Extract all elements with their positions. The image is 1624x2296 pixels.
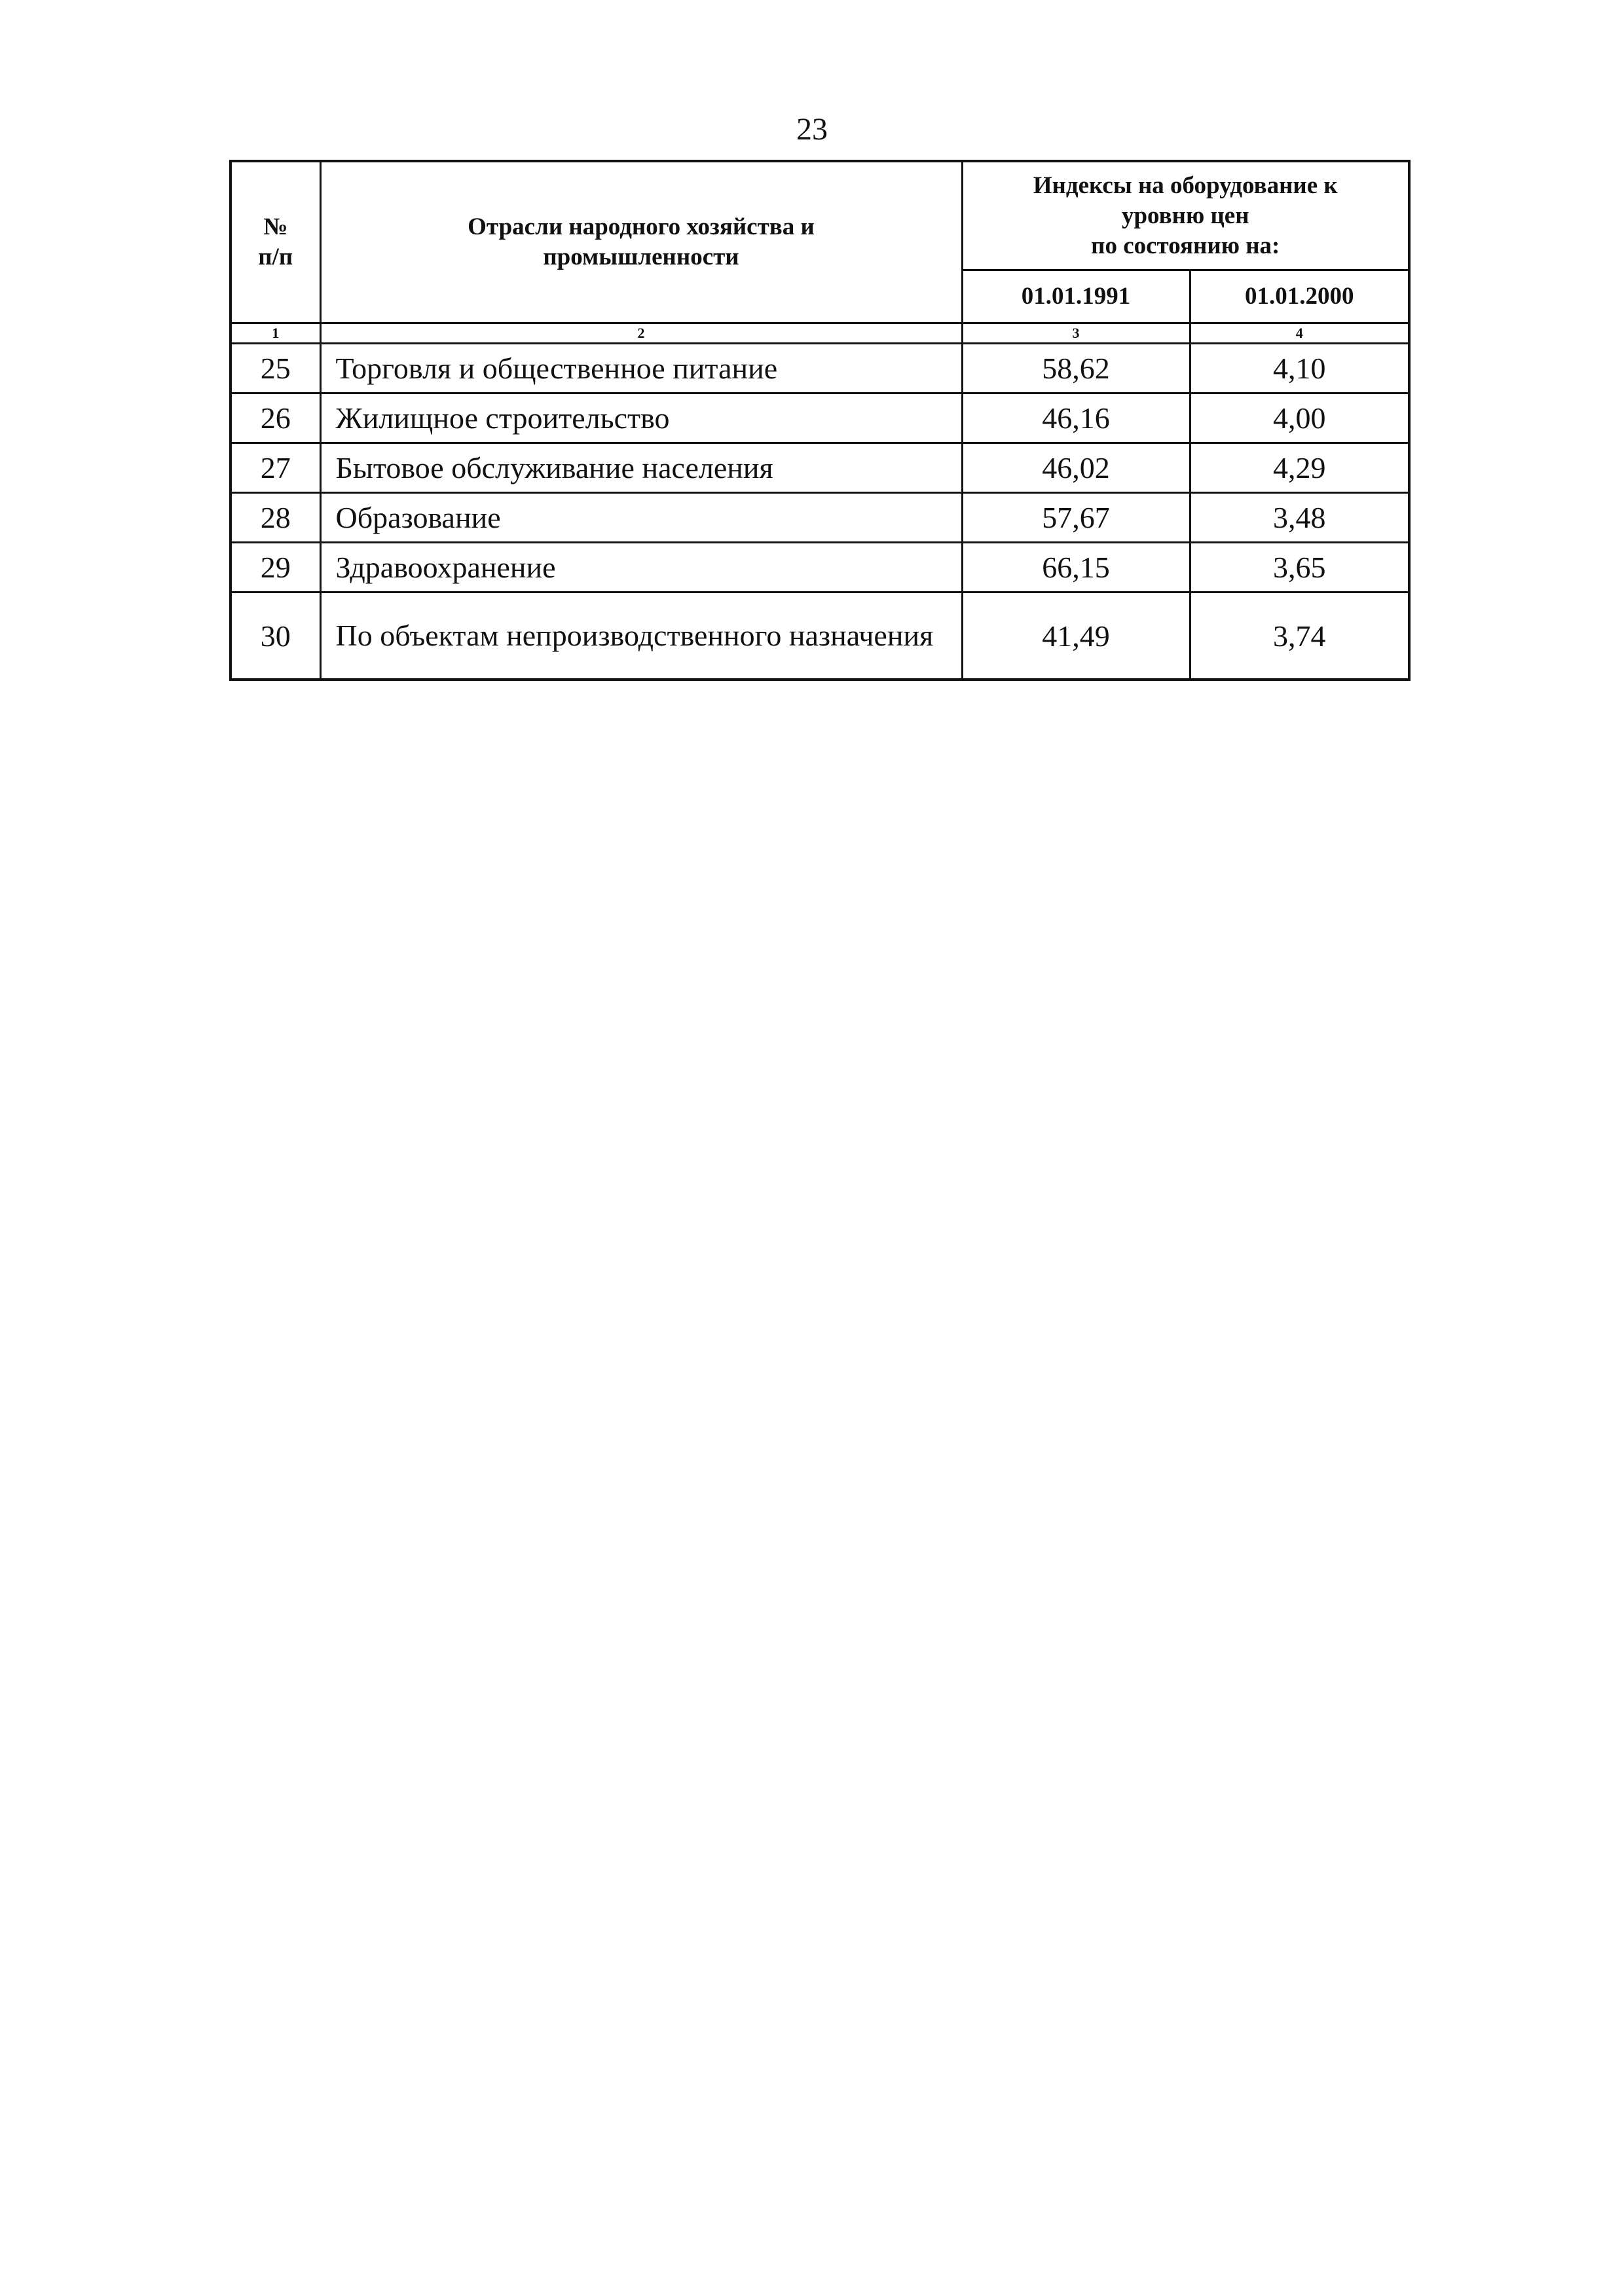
row-industry-name: По объектам непроизводственного назначения — [320, 592, 962, 680]
header-date-1991: 01.01.1991 — [962, 270, 1190, 323]
index-table — [229, 160, 1411, 681]
row-industry-name: Жилищное строительство — [320, 393, 962, 443]
header-col-indices-line3: по состоянию на: — [1091, 232, 1280, 259]
row-industry-name: Здравоохранение — [320, 543, 962, 592]
row-index-1991: 58,62 — [962, 344, 1190, 393]
table-row — [231, 393, 1409, 443]
row-number: 25 — [231, 344, 320, 393]
header-col-indices — [962, 161, 1409, 270]
header-col-indices-line2: уровню цен — [1121, 202, 1249, 229]
row-index-2000: 4,29 — [1190, 443, 1409, 493]
header-col-no-line1: № — [263, 213, 288, 240]
column-number-row — [231, 323, 1409, 344]
row-index-2000: 4,00 — [1190, 393, 1409, 443]
row-index-1991: 46,16 — [962, 393, 1190, 443]
column-number-4: 4 — [1190, 323, 1409, 344]
row-number: 28 — [231, 493, 320, 543]
row-number: 30 — [231, 592, 320, 680]
row-index-1991: 41,49 — [962, 592, 1190, 680]
row-index-2000: 3,65 — [1190, 543, 1409, 592]
row-number: 26 — [231, 393, 320, 443]
column-number-3: 3 — [962, 323, 1190, 344]
row-index-1991: 57,67 — [962, 493, 1190, 543]
column-number-2: 2 — [320, 323, 962, 344]
header-col-industry — [320, 161, 962, 323]
row-number: 29 — [231, 543, 320, 592]
header-col-industry-line1: Отрасли народного хозяйства и — [468, 213, 815, 240]
row-industry-name: Бытовое обслуживание населения — [320, 443, 962, 493]
row-industry-name: Образование — [320, 493, 962, 543]
row-index-2000: 3,74 — [1190, 592, 1409, 680]
table-row — [231, 443, 1409, 493]
header-col-no-line2: п/п — [258, 244, 293, 270]
row-industry-name: Торговля и общественное питание — [320, 344, 962, 393]
column-number-1: 1 — [231, 323, 320, 344]
table-row — [231, 592, 1409, 680]
row-number: 27 — [231, 443, 320, 493]
row-index-2000: 4,10 — [1190, 344, 1409, 393]
table-row — [231, 344, 1409, 393]
page-number: 23 — [796, 112, 828, 147]
header-col-industry-line2: промышленности — [543, 244, 739, 270]
header-date-2000: 01.01.2000 — [1190, 270, 1409, 323]
header-col-indices-line1: Индексы на оборудование к — [1033, 172, 1338, 199]
table-row — [231, 493, 1409, 543]
row-index-2000: 3,48 — [1190, 493, 1409, 543]
row-index-1991: 46,02 — [962, 443, 1190, 493]
row-index-1991: 66,15 — [962, 543, 1190, 592]
header-row-1 — [231, 161, 1409, 270]
table-row — [231, 543, 1409, 592]
header-col-no — [231, 161, 320, 323]
